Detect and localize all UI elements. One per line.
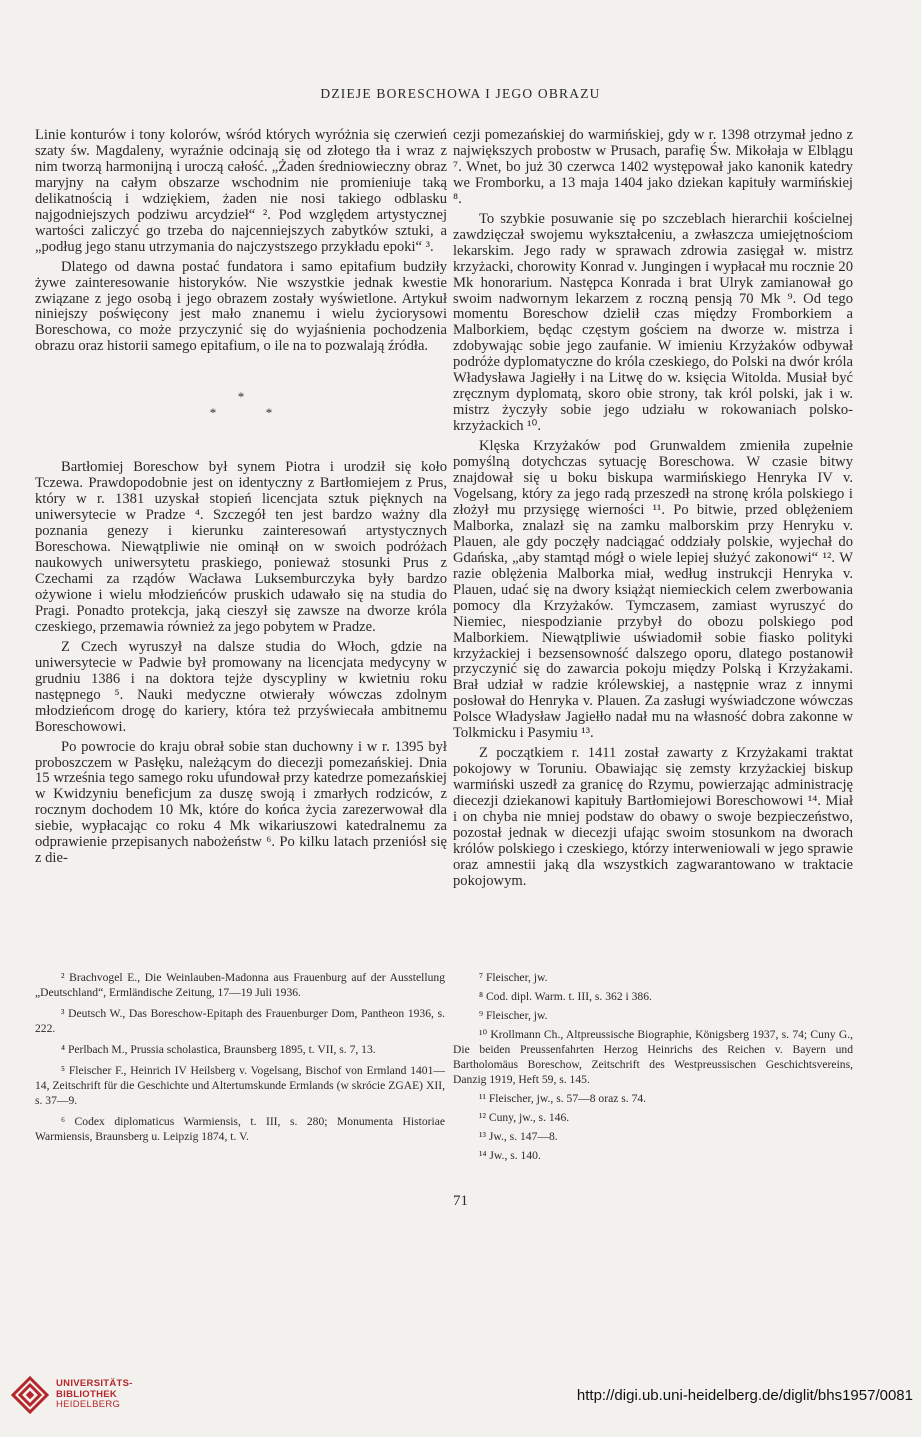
footnote: ² Brachvogel E., Die Weinlauben-Madonna aus Frauenburg auf der Ausstellung „Deutschland“, Ermländische Zeitung, 17—19 Juli 1936.	[35, 971, 445, 999]
paragraph: Z początkiem r. 1411 został zawarty z Krzyżakami traktat pokojowy w Toruniu. Obawiając się zemsty krzyżackiej biskup warmiński uszedł za granicę do Rzymu, powierzając administrację diecezji dziekanowi kapituły Bartłomiejowi Boreschowowi ¹⁴. Miał i on chyba nie mniej podstaw do obawy o swoje bezpieczeństwo, pozostał jednak w diecezji ufając swoim stosunkom na dworach królów polskiego i czeskiego, którzy interweniowali w jego sprawie oraz amnestii jaką dla wszystkich zagwarantowano w traktacie pokojowym.	[453, 745, 853, 889]
section-separator	[35, 390, 447, 422]
paragraph: cezji pomezańskiej do warmińskiej, gdy w r. 1398 otrzymał jedno z największych probostw w Prusach, parafię Św. Mikołaja w Elblągu ⁷. Wnet, bo już 30 czerwca 1402 występował jako kanonik katedry we Fromborku, a 13 maja 1404 jako dziekan kapituły warmińskiej ⁸.	[453, 127, 853, 207]
viewer-footer	[0, 1369, 921, 1421]
running-header: DZIEJE BORESCHOWA I JEGO OBRAZU	[320, 86, 601, 101]
footnote: ⁹ Fleischer, jw.	[479, 1009, 548, 1022]
star-row	[35, 406, 447, 422]
footnotes-right	[453, 970, 853, 1167]
page-number: 71	[453, 1193, 468, 1209]
university-seal-icon	[10, 1375, 50, 1415]
footnote: ⁷ Fleischer, jw.	[479, 971, 548, 984]
footnote: ¹² Cuny, jw., s. 146.	[479, 1111, 570, 1124]
library-name: UNIVERSITÄTS- BIBLIOTHEK HEIDELBERG	[56, 1378, 133, 1411]
footnote: ¹⁴ Jw., s. 140.	[479, 1149, 541, 1162]
footnotes-left	[35, 970, 445, 1150]
left-column	[35, 128, 447, 867]
paragraph: Linie konturów i tony kolorów, wśród których wyróżnia się czerwień szaty św. Magdaleny, wyraźnie odcinają się od złotego tła i wraz z nim tworzą harmonijną i uroczą całość. „Żaden średniowieczny obraz maryjny na całym obszarze wschodnim nie promieniuje taką delikatnością i wdziękiem, żaden nie nosi takiego odblasku najgodniejszych podziwu arcydzieł“ ². Pod względem artystycznej wartości zaliczyć go trzeba do najcenniejszych zabytków sztuki, a „podług jego stanu utrzymania do najczystszego przykładu epoki“ ³.	[35, 127, 447, 255]
footnote: ¹³ Jw., s. 147—8.	[479, 1130, 558, 1143]
footnote: ¹⁰ Krollmann Ch., Altpreussische Biographie, Königsberg 1937, s. 74; Cuny G., Die beiden Preussenfahrten Herzog Heinrichs des Reichen v. Bayern und Bartholomäus Boreschow, Zeitschrift des Westpreussischen Geschichtsvereins, Danzig 1919, Heft 59, s. 145.	[453, 1028, 853, 1086]
star-mark: *	[237, 389, 245, 405]
paragraph: To szybkie posuwanie się po szczeblach hierarchii kościelnej zawdzięczał swojemu wykształceniu, a zwłaszcza umiejętnościom lekarskim. Jego rady w sprawach zdrowia zasięgał w. mistrz krzyżacki, chorowity Konrad v. Jungingen i wypłacał mu rocznie 20 Mk honorarium. Następca Konrada i brat Ulryk zamianował go swoim nadwornym lekarzem z roczną pensją 70 Mk ⁹. Od tego momentu Boreschow dzielił czas między Fromborkiem a Malborkiem, będąc częstym gościem na dworze w. mistrza i zdobywając sobie jego zaufanie. W imieniu Krzyżaków odbywał podróże dyplomatyczne do króla czeskiego, do Polski na dwór króla Władysława Jagiełły i na Litwę do w. księcia Witolda. Musiał być zręcznym dyplomatą, skoro obie strony, tak król polski, jak i w. mistrz życzyły sobie jego udziału w rokowaniach polsko-krzyżackich ¹⁰.	[453, 210, 853, 435]
permalink-url[interactable]: http://digi.ub.uni-heidelberg.de/diglit/bhs1957/0081	[576, 1386, 913, 1404]
paragraph: Z Czech wyruszył na dalsze studia do Włoch, gdzie na uniwersytecie w Padwie był promowany na licencjata medycyny w grudniu 1386 i na doktora tejże dyscypliny w kwietniu roku następnego ⁵. Nauki medyczne otwierały wówczas zdolnym młodzieńcom drogę do kariery, która też przyświecała ambitnemu Boreschowowi.	[35, 638, 447, 735]
star-mark: *	[265, 405, 273, 421]
paragraph: Po powrocie do kraju obrał sobie stan duchowny i w r. 1395 był proboszczem w Pasłęku, należącym do diecezji pomezańskiej. Dnia 15 września tego samego roku ufundował przy katedrze pomezańskiej w Kwidzyniu beneficjum za duszę swoją i zmarłych rodziców, z rocznym dochodem 10 Mk, które do końca życia zarezerwował dla siebie, wypłacając co roku 4 Mk wikariuszowi katedralnemu za odprawienie przepisanych nabożeństw ⁶. Po kilku latach przeniósł się z die-	[35, 738, 447, 867]
footnote: ¹¹ Fleischer, jw., s. 57—8 oraz s. 74.	[479, 1092, 647, 1105]
footnote: ⁵ Fleischer F., Heinrich IV Heilsberg v. Vogelsang, Bischof von Ermland 1401—14, Zeitschrift für die Geschichte und Altertumskunde Ermlands (w skrócie ZGAE) XII, s. 37—9.	[35, 1064, 445, 1107]
footnote: ⁸ Cod. dipl. Warm. t. III, s. 362 i 386.	[479, 990, 652, 1003]
star-mark: *	[209, 405, 217, 421]
paragraph: Klęska Krzyżaków pod Grunwaldem zmieniła zupełnie pomyślną dotychczas sytuację Boreschowa. W czasie bitwy znajdował się u boku biskupa warmińskiego Henryka IV v. Vogelsang, który za jego radą przeszedł na stronę króla polskiego i złożył mu przysięgę wierności ¹¹. Po bitwie, przed oblężeniem Malborka, znalazł się na zamku malborskim przy Henryku v. Plauen, ale gdy poczęły nadciągać oddziały polskie, wyjechał do Gdańska, „aby stamtąd mógł o wiele lepiej służyć zakonowi“ ¹². W razie oblężenia Malborka miał, według instrukcji Henryka v. Plauen, udać się na dwory książąt niemieckich celem zwerbowania pomocy dla Krzyżaków. Tymczasem, zamiast wyruszyć do Niemiec, niespodzianie przybył do obozu polskiego pod Malborkiem. Niewątpliwie uświadomił sobie fiasko polityki krzyżackiej i bezsensowność dalszego oporu, dlatego postanowił przyczynić się do zawarcia pokoju między Polską i Krzyżakami. Brał udział w radzie królewskiej, a następnie wraz z innymi posłował do Henryka v. Plauen. Za zasługi wyświadczone wówczas Polsce Władysław Jagiełło nadał mu na własność dobra zakonne w Tolkmicku i Pasymiu ¹³.	[453, 438, 853, 742]
library-logo[interactable]	[10, 1375, 133, 1415]
paragraph: Dlatego od dawna postać fundatora i samo epitafium budziły żywe zainteresowanie historyków. Nie wszystkie jednak kwestie związane z jego osobą i jego obrazem zostały wyświetlone. Artykuł niniejszy poświęcony jest mało znanemu i wielu życiorysowi Boreschowa, co może przyczynić się do wyjaśnienia pochodzenia obrazu oraz historii samego epitafium, o ile na to pozwalają źródła.	[35, 258, 447, 355]
footnote: ³ Deutsch W., Das Boreschow-Epitaph des Frauenburger Dom, Pantheon 1936, s. 222.	[35, 1007, 445, 1035]
footnote: ⁶ Codex diplomaticus Warmiensis, t. III, s. 280; Monumenta Historiae Warmiensis, Braunsberg u. Leipzig 1874, t. V.	[35, 1115, 445, 1143]
footnote: ⁴ Perlbach M., Prussia scholastica, Braunsberg 1895, t. VII, s. 7, 13.	[61, 1043, 376, 1056]
paragraph: Bartłomiej Boreschow był synem Piotra i urodził się koło Tczewa. Prawdopodobnie jest on identyczny z Bartłomiejem z Prus, który w r. 1381 uzyskał stopień licencjata sztuk pięknych na uniwersytecie w Pradze ⁴. Szczegół ten jest bardzo ważny dla poznania genezy i kierunku zainteresowań artystycznych Boreschowa. Niewątpliwie nie ominął on w swoich podróżach naukowych uniwersytetu praskiego, ponieważ stosunki Prus z Czechami za rządów Wacława Luksemburczyka były bardzo ożywione i wielu młodzieńców pruskich udawało się na studia do Pragi. Ponadto protekcja, jaką cieszył się zawsze na dworze króla czeskiego, przemawia również za jego pobytem w Pradze.	[35, 459, 447, 635]
right-column	[453, 128, 853, 890]
